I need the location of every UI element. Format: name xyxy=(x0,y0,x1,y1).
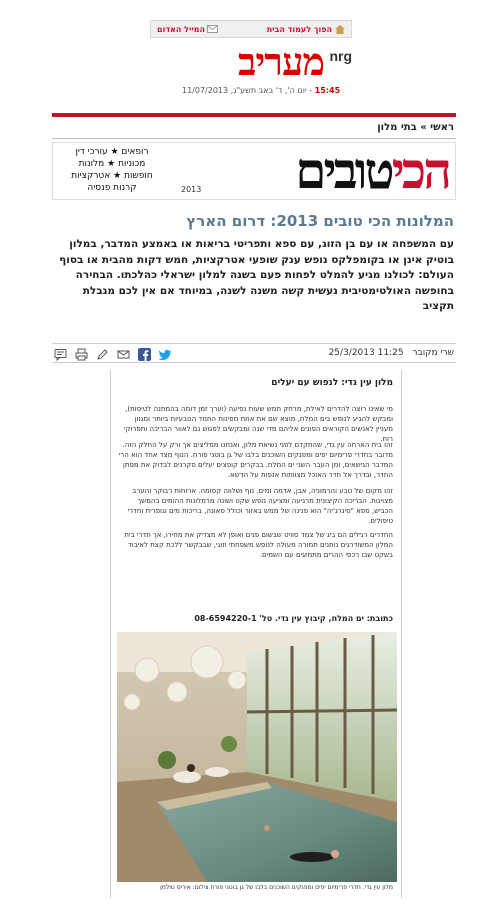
red-mail-link[interactable] xyxy=(157,25,218,34)
mail-icon xyxy=(208,25,218,33)
make-homepage-label: הפוך לעמוד הבית xyxy=(266,24,332,34)
article-paragraph: זהו מקום של טבע והרמוניה, אבן, אדמה ומים. נוף ושלווה קסומה. ארוחות רבוקר והערב מצוינות. הבריכה הקיצונית מרגיעה ומציעה נופש שקט ושונה מרמלונות ההומים בהמשך הכביש, ספא "סינרג'יה" הוא פנינה של ממש באזור וכולל סאונה, בריכות מים וגופרית וחדרי טיפולים. xyxy=(127,487,393,525)
mail-icon[interactable] xyxy=(117,346,130,359)
banner-category-line: חופשות ★ אטרקציות xyxy=(71,171,153,181)
article-paragraph: זהו בית הארחה עין גדי, שהתקדם לפני נשיאת מלון, ואנחנו ממליצים אך ורק על החלק הזה. מדובר בחדרי פרימיום יפים ומפנקים השוכנים בלבו של גן בוטני פורח. הנוף מצד אחד הוא הרי המדבר הגישאים, ומן העבר השני ים המלח. בבקרים קופצים יעלים סקרנים לבדוק את מפתן החדר, ובדרך אל חדר האוכל מצוותות אנפות על הדשא. xyxy=(118,441,393,479)
hotel-address: כתובת: ים המלח, קיבוץ עין גדי. טל' 08-6594220-1 xyxy=(194,614,393,623)
best-of-banner[interactable] xyxy=(52,142,456,200)
facebook-icon[interactable] xyxy=(138,346,151,359)
home-icon xyxy=(335,25,345,33)
publish-datetime: 11:25 25/3/2013 xyxy=(328,348,404,358)
article-lead: עם המשפחה או עם בן הזוג, עם ספא ותפריטי בריאות או באמצע המדבר, במלון בוטיק אינן או בקומפלקס נופש ענק שופעי אטרקציות, חמש דקות מהבית או בסוף העולם: לכולנו מגיע להמלט לפחות פעם בשנה למלון ישראלי כהלכתו. הבחירה בחופשה האולטימטיבית נעשית קשה משנה לשנה, במיוחד אם אין לכם מגבלת תקציב xyxy=(59,238,454,312)
share-toolbar xyxy=(54,346,172,359)
logo-text: מעריב xyxy=(238,39,324,84)
breadcrumb[interactable]: ראשי » בתי מלון xyxy=(377,122,454,133)
hotel-subheading: מלון עין גדי: לנפוש עם יעלים xyxy=(271,378,393,388)
make-homepage-link[interactable] xyxy=(267,25,345,34)
header-divider xyxy=(52,113,456,117)
article-paragraph: מי שאינו רוצה להדרים לאילת, מרחק חמש שעות נסיעה (וערך זמן דומה בהמתנה לטיסות), ומבקש להגיע לנופש בים המלח, מוצא שם את אחת מפינות החמד הטבעיות ביותר ומגוון מעניין לאנשים הקוראים הפונים אליהם מדי שנה ומבקשים לפגוש גם לאוור הבריכה ותפרוקי רוח. xyxy=(124,405,393,443)
banner-category-line: קרנות פנסיה xyxy=(87,183,137,193)
current-date: - יום ה', ד' באב תשע"ג, 11/07/2013 xyxy=(182,86,315,95)
banner-year: 2013 xyxy=(181,185,202,194)
banner-categories xyxy=(57,146,167,194)
byline xyxy=(329,348,454,358)
twitter-icon[interactable] xyxy=(159,346,172,359)
edit-icon[interactable] xyxy=(96,346,109,359)
red-mail-label: המייל האדום xyxy=(157,24,205,34)
comment-icon[interactable] xyxy=(54,346,67,359)
page xyxy=(52,0,456,910)
article-paragraph: החדרים רגילים הם ביג של צמד סוויט שבשום פנים ואופן לא מצדיק את מחירו, אך חדרי בית המלון המשודרגים נותנים תמורה מעולה לנופש משפחתי וזוגי, שבבקשר ללכת קצת לאיבוד בשקט שבו רכסי ההרים מתמזגים עם השמים. xyxy=(124,531,393,559)
article-headline: המלונות הכי טובים 2013: דרום הארץ xyxy=(186,212,454,230)
current-time: 15:45 xyxy=(314,86,341,95)
article-body xyxy=(110,370,402,898)
article-meta-bar xyxy=(52,343,456,363)
author-name[interactable]: שרי מקובר xyxy=(412,348,454,358)
banner-title-red: הכי xyxy=(391,142,449,200)
banner-title-black: טובים xyxy=(295,142,392,200)
dateline xyxy=(182,86,340,95)
breadcrumb-divider xyxy=(52,138,456,139)
maariv-logo[interactable] xyxy=(172,39,352,84)
banner-category-line: מכוניות ★ מלונות xyxy=(78,159,146,169)
hotel-pool-photo xyxy=(117,632,397,882)
banner-title xyxy=(295,143,449,199)
top-bar xyxy=(150,20,352,38)
logo-nrg: nrg xyxy=(329,48,352,64)
banner-category-line: רופאים ★ עורכי דין xyxy=(75,147,149,157)
photo-caption: מלון עין גדי. חדרי פרימיום יפים ומפנקים השוכנים בלבו של גן בוטני פורח צילום: איריס טולמן xyxy=(160,884,393,891)
print-icon[interactable] xyxy=(75,346,88,359)
